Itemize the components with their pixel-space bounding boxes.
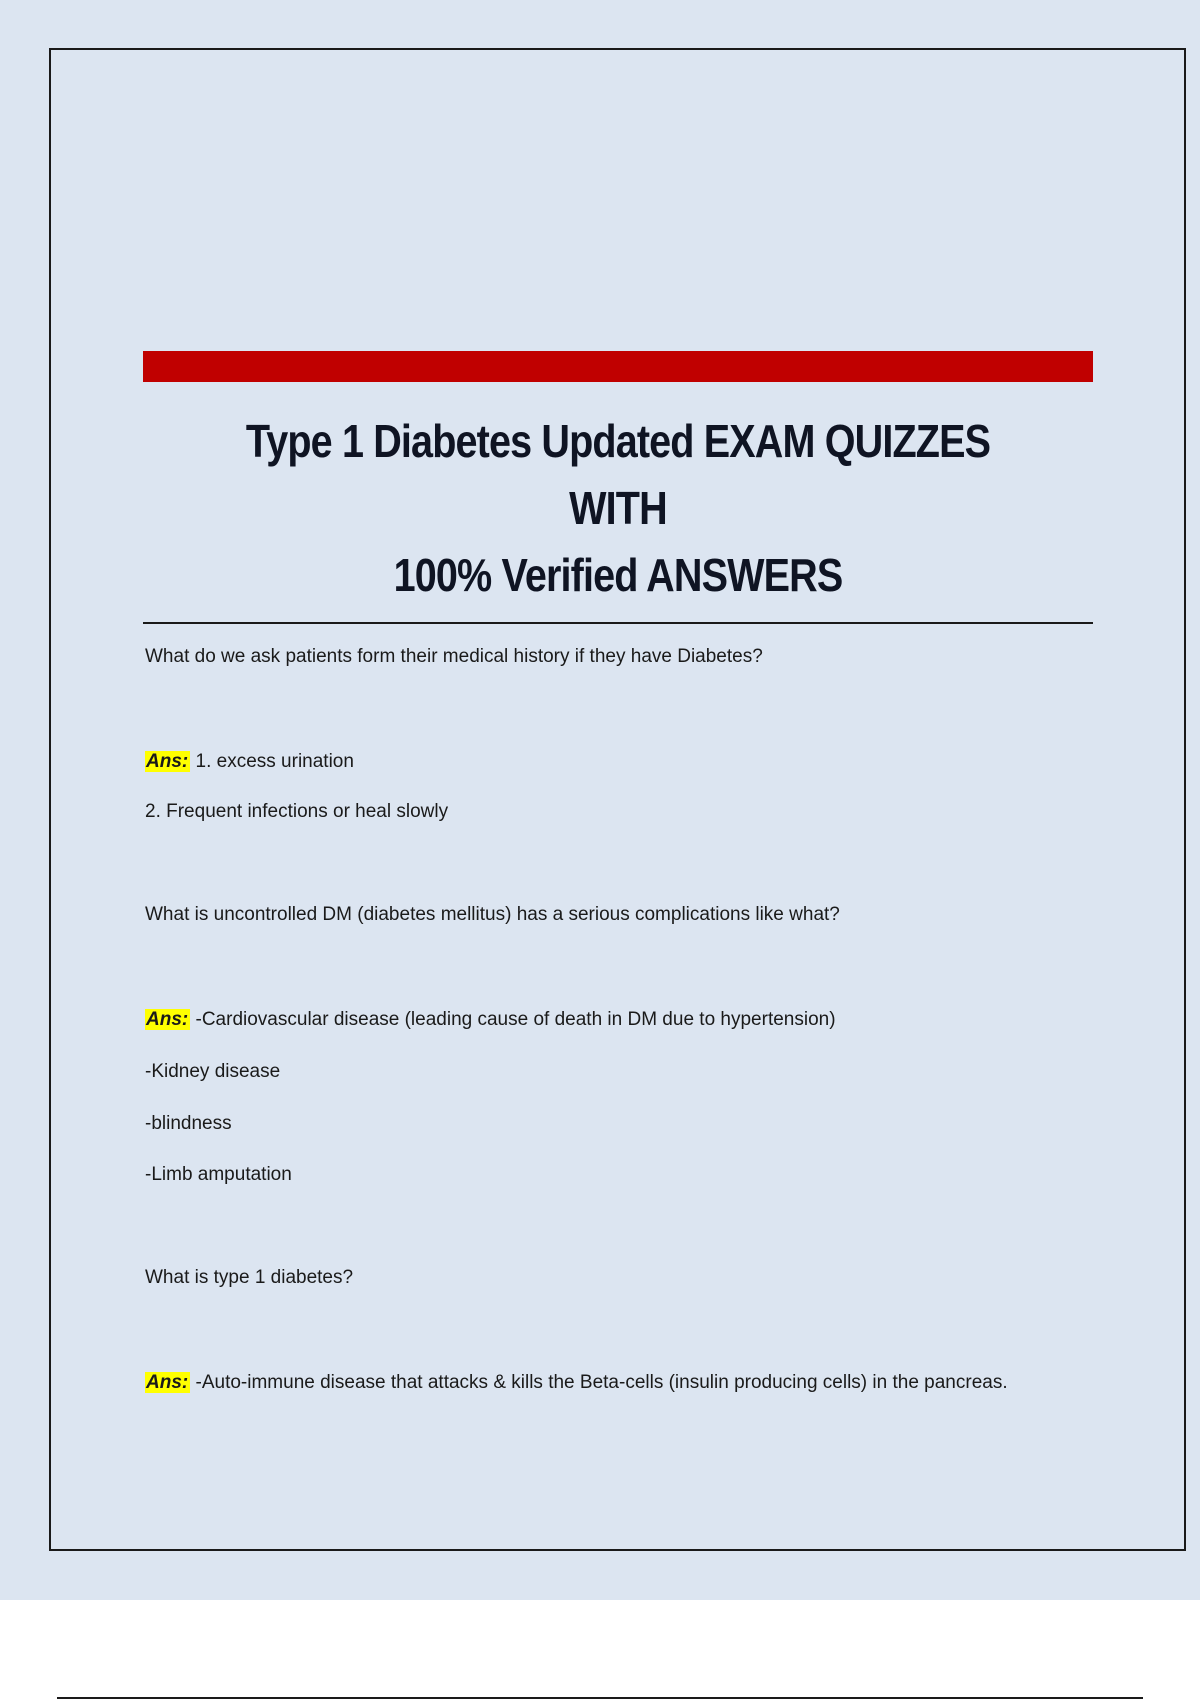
next-page-top-rule [57, 1697, 1143, 1699]
answer-2-text: -Cardiovascular disease (leading cause of death in DM due to hypertension) [190, 1009, 836, 1030]
question-1: What do we ask patients form their medical history if they have Diabetes? [145, 646, 763, 667]
answer-3-text: -Auto-immune disease that attacks & kills the Beta-cells (insulin producing cells) in the pancreas. [190, 1372, 1008, 1393]
answer-label: Ans: [146, 1009, 189, 1030]
answer-3-line-1 [145, 1371, 1008, 1395]
title-divider [143, 622, 1093, 624]
question-2: What is uncontrolled DM (diabetes mellitus) has a serious complications like what? [145, 904, 840, 925]
document-title [210, 408, 1027, 609]
answer-2-line-4: -Limb amputation [145, 1164, 292, 1185]
answer-label: Ans: [146, 1372, 189, 1393]
answer-2-line-3: -blindness [145, 1113, 232, 1134]
question-3: What is type 1 diabetes? [145, 1267, 354, 1288]
red-accent-bar [143, 351, 1093, 382]
answer-label: Ans: [146, 751, 189, 772]
answer-1-text: 1. excess urination [190, 751, 354, 772]
answer-1-line-1 [145, 750, 354, 774]
title-line-2: 100% Verified ANSWERS [393, 549, 843, 601]
answer-1-line-2: 2. Frequent infections or heal slowly [145, 801, 449, 822]
answer-2-line-2: -Kidney disease [145, 1061, 281, 1082]
title-line-1: Type 1 Diabetes Updated EXAM QUIZZES WITH [245, 415, 991, 534]
answer-2-line-1 [145, 1008, 836, 1032]
